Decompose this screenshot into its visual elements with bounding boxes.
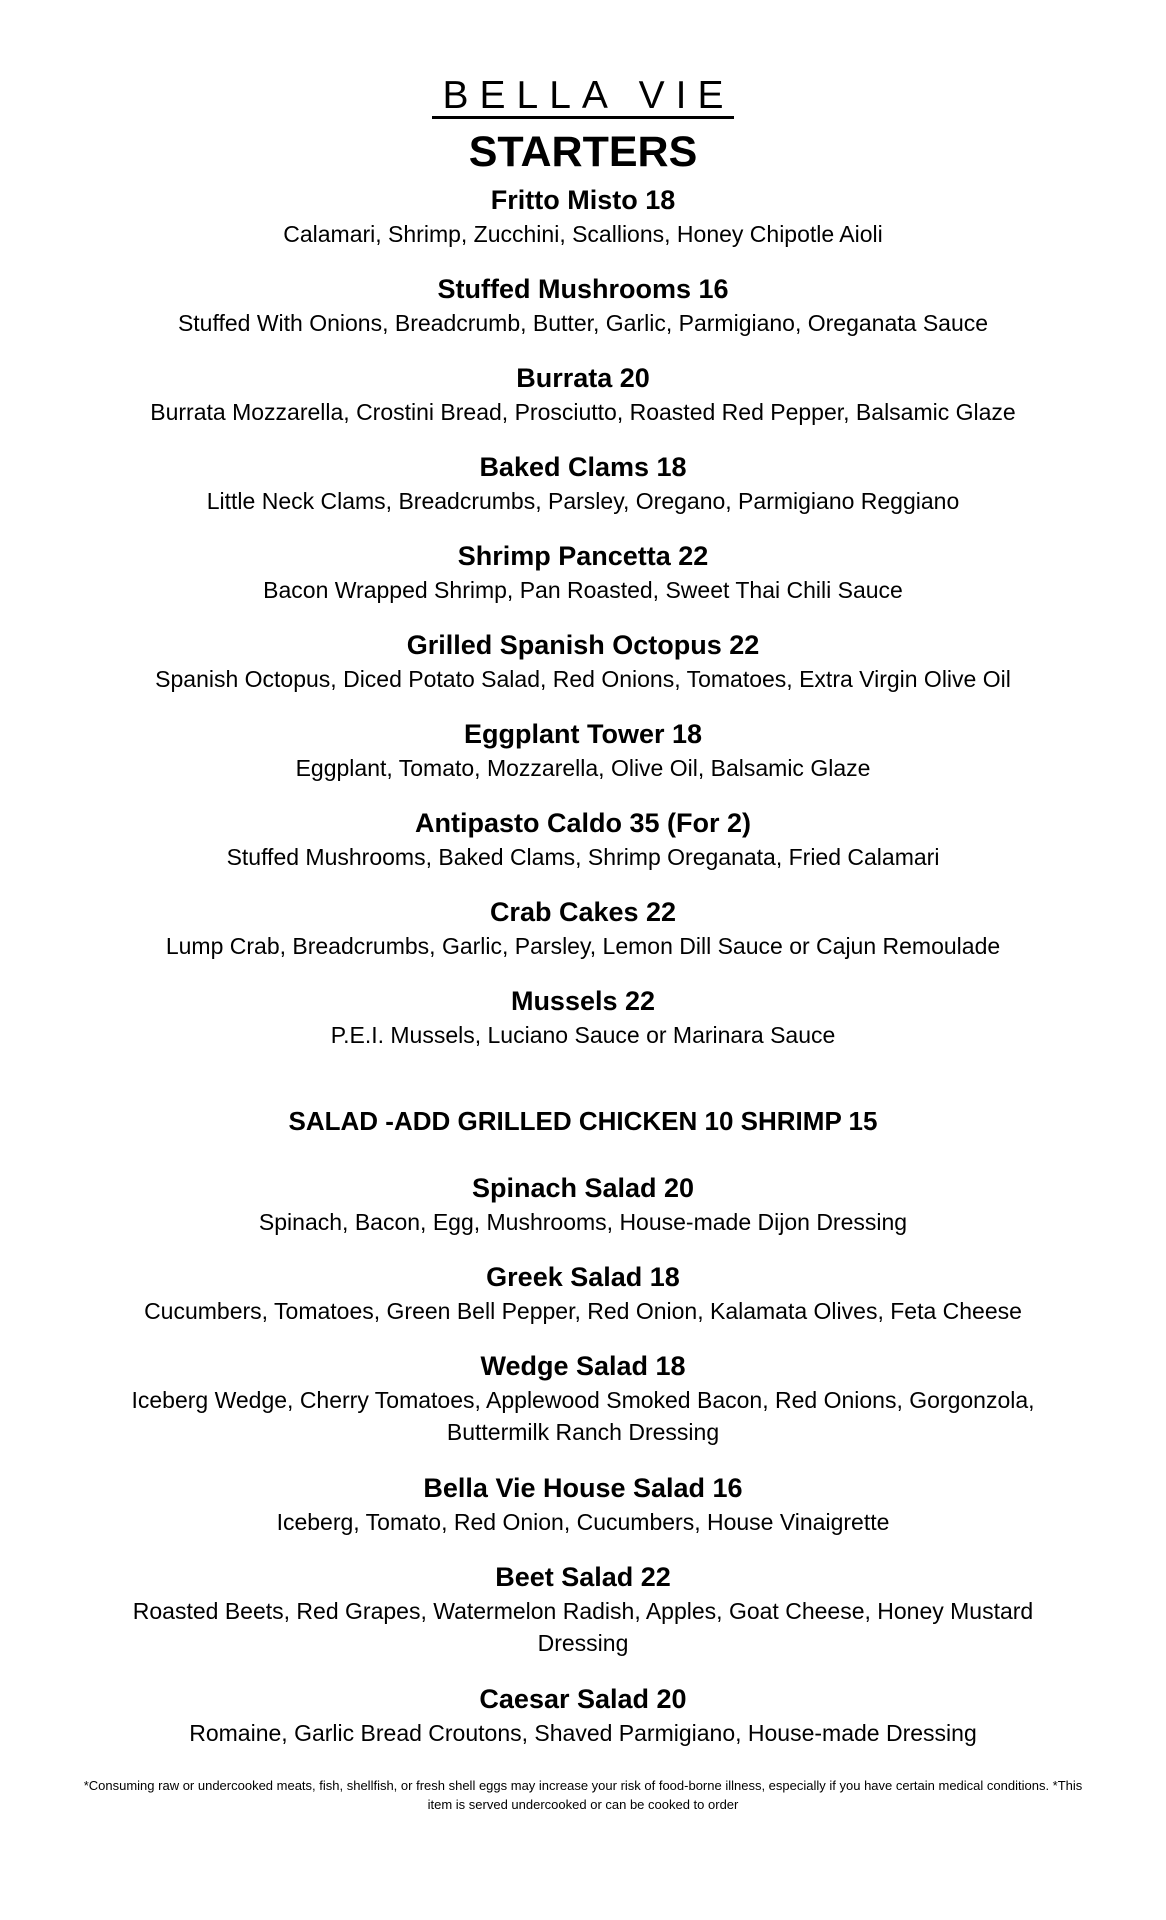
item-name: Wedge Salad 18 — [480, 1351, 686, 1381]
item-description: Burrata Mozzarella, Crostini Bread, Prosciutto, Roasted Red Pepper, Balsamic Glaze — [150, 399, 1016, 425]
item-description: Bacon Wrapped Shrimp, Pan Roasted, Sweet Thai Chili Sauce — [263, 577, 903, 603]
item-name: Antipasto Caldo 35 (For 2) — [414, 808, 752, 838]
health-disclaimer — [0, 1776, 1166, 1814]
item-name: Spinach Salad 20 — [471, 1173, 695, 1203]
menu-item — [0, 1348, 1166, 1470]
menu-item — [0, 1259, 1166, 1348]
menu-item — [0, 894, 1166, 983]
menu-item — [0, 1470, 1166, 1559]
item-description: P.E.I. Mussels, Luciano Sauce or Marinara Sauce — [330, 1022, 836, 1048]
item-description: Spinach, Bacon, Egg, Mushrooms, House-made Dijon Dressing — [258, 1209, 908, 1235]
item-description: Iceberg Wedge, Cherry Tomatoes, Applewood Smoked Bacon, Red Onions, Gorgonzola, Buttermilk Ranch Dressing — [131, 1387, 1035, 1445]
menu-item — [0, 538, 1166, 627]
menu-item — [0, 1170, 1166, 1259]
menu-item — [0, 182, 1166, 271]
item-name: Stuffed Mushrooms 16 — [437, 274, 729, 304]
item-name: Burrata 20 — [516, 363, 650, 393]
menu-item — [0, 627, 1166, 716]
item-name: Baked Clams 18 — [479, 452, 687, 482]
starters-heading: STARTERS — [468, 128, 698, 176]
item-name: Beet Salad 22 — [495, 1562, 671, 1592]
item-description: Stuffed With Onions, Breadcrumb, Butter, Garlic, Parmigiano, Oreganata Sauce — [177, 310, 989, 336]
salad-heading: SALAD -ADD GRILLED CHICKEN 10 SHRIMP 15 — [288, 1106, 878, 1136]
item-description: Roasted Beets, Red Grapes, Watermelon Radish, Apples, Goat Cheese, Honey Mustard Dressing — [132, 1598, 1034, 1656]
item-name: Mussels 22 — [510, 986, 656, 1016]
menu-item — [0, 449, 1166, 538]
item-description: Calamari, Shrimp, Zucchini, Scallions, Honey Chipotle Aioli — [283, 221, 883, 247]
restaurant-name — [0, 74, 1166, 119]
item-name: Grilled Spanish Octopus 22 — [406, 630, 760, 660]
menu-item — [0, 360, 1166, 449]
menu-item — [0, 716, 1166, 805]
item-description: Eggplant, Tomato, Mozzarella, Olive Oil, Balsamic Glaze — [295, 755, 871, 781]
item-description: Lump Crab, Breadcrumbs, Garlic, Parsley, Lemon Dill Sauce or Cajun Remoulade — [165, 933, 1001, 959]
restaurant-name-text: BELLA VIE — [432, 76, 735, 119]
item-description: Stuffed Mushrooms, Baked Clams, Shrimp Oreganata, Fried Calamari — [226, 844, 940, 870]
item-description: Little Neck Clams, Breadcrumbs, Parsley, Oregano, Parmigiano Reggiano — [206, 488, 960, 514]
salad-list — [0, 1170, 1166, 1770]
item-description: Spanish Octopus, Diced Potato Salad, Red Onions, Tomatoes, Extra Virgin Olive Oil — [155, 666, 1011, 692]
menu-item — [0, 1559, 1166, 1681]
item-description: Cucumbers, Tomatoes, Green Bell Pepper, Red Onion, Kalamata Olives, Feta Cheese — [144, 1298, 1022, 1324]
item-description: Romaine, Garlic Bread Croutons, Shaved Parmigiano, House-made Dressing — [189, 1720, 977, 1746]
item-name: Eggplant Tower 18 — [463, 719, 703, 749]
item-name: Greek Salad 18 — [486, 1262, 680, 1292]
menu-item — [0, 271, 1166, 360]
item-name: Bella Vie House Salad 16 — [423, 1473, 743, 1503]
menu-item — [0, 805, 1166, 894]
item-name: Shrimp Pancetta 22 — [457, 541, 709, 571]
menu-item — [0, 1681, 1166, 1770]
health-disclaimer-text: *Consuming raw or undercooked meats, fish, shellfish, or fresh shell eggs may increase your risk of food-borne illness, especially if you have certain medical conditions. *This item is served undercooked or can be cooked to order — [83, 1778, 1083, 1812]
item-name: Crab Cakes 22 — [489, 897, 677, 927]
menu-item — [0, 983, 1166, 1072]
starters-list — [0, 182, 1166, 1072]
item-description: Iceberg, Tomato, Red Onion, Cucumbers, House Vinaigrette — [276, 1509, 890, 1535]
item-name: Caesar Salad 20 — [479, 1684, 687, 1714]
item-name: Fritto Misto 18 — [490, 185, 676, 215]
